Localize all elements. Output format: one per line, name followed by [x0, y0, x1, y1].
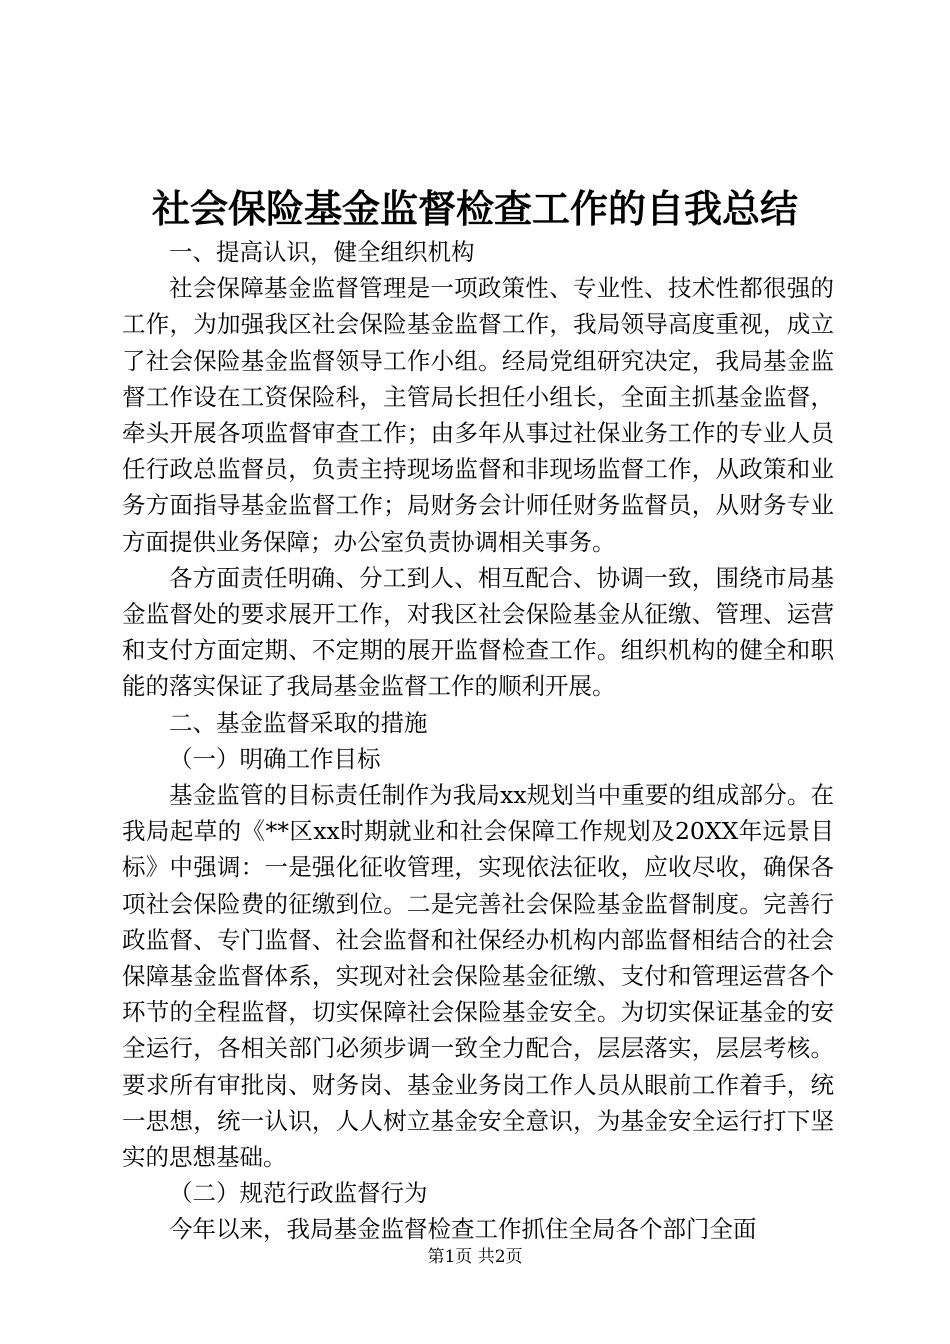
document-body	[122, 234, 834, 1248]
body-paragraph: 社会保障基金监督管理是一项政策性、专业性、技术性都很强的工作，为加强我区社会保险基金监督工作，我局领导高度重视，成立了社会保险基金监督领导工作小组。经局党组研究决定，我局基金监督工作设在工资保险科，主管局长担任小组长，全面主抓基金监督，牵头开展各项监督审查工作；由多年从事过社保业务工作的专业人员任行政总监督员，负责主持现场监督和非现场监督工作，从政策和业务方面指导基金监督工作；局财务会计师任财务监督员，从财务专业方面提供业务保障；办公室负责协调相关事务。	[122, 274, 834, 556]
section-heading-1: 一、提高认识，健全组织机构	[169, 238, 475, 266]
subsection-heading-2: （二）规范行政监督行为	[169, 1179, 428, 1208]
body-paragraph: 今年以来，我局基金监督检查工作抓住全局各个部门全面	[169, 1215, 757, 1244]
body-paragraph: 各方面责任明确、分工到人、相互配合、协调一致，围绕市局基金监督处的要求展开工作，对我区社会保险基金从征缴、管理、运营和支付方面定期、不定期的展开监督检查工作。组织机构的健全和职能的落实保证了我局基金监督工作的顺利开展。	[122, 563, 834, 701]
document-title: 社会保险基金监督检查工作的自我总结	[151, 186, 798, 231]
body-paragraph: 基金监管的目标责任制作为我局xx规划当中重要的组成部分。在我局起草的《**区xx时期就业和社会保障工作规划及20XX年远景目标》中强调：一是强化征收管理，实现依法征收，应收尽收，确保各项社会保险费的征缴到位。二是完善社会保险基金监督制度。完善行政监督、专门监督、社会监督和社保经办机构内部监督相结合的社会保障基金监督体系，实现对社会保险基金征缴、支付和管理运营各个环节的全程监督，切实保障社会保险基金安全。为切实保证基金的安全运行，各相关部门必须步调一致全力配合，层层落实，层层考核。要求所有审批岗、财务岗、基金业务岗工作人员从眼前工作着手，统一思想，统一认识，人人树立基金安全意识，为基金安全运行打下坚实的思想基础。	[122, 781, 834, 1172]
subsection-heading-1: （一）明确工作目标	[169, 744, 381, 773]
section-heading-2: 二、基金监督采取的措施	[169, 708, 428, 737]
page-footer: 第1页 共2页	[427, 1247, 523, 1267]
